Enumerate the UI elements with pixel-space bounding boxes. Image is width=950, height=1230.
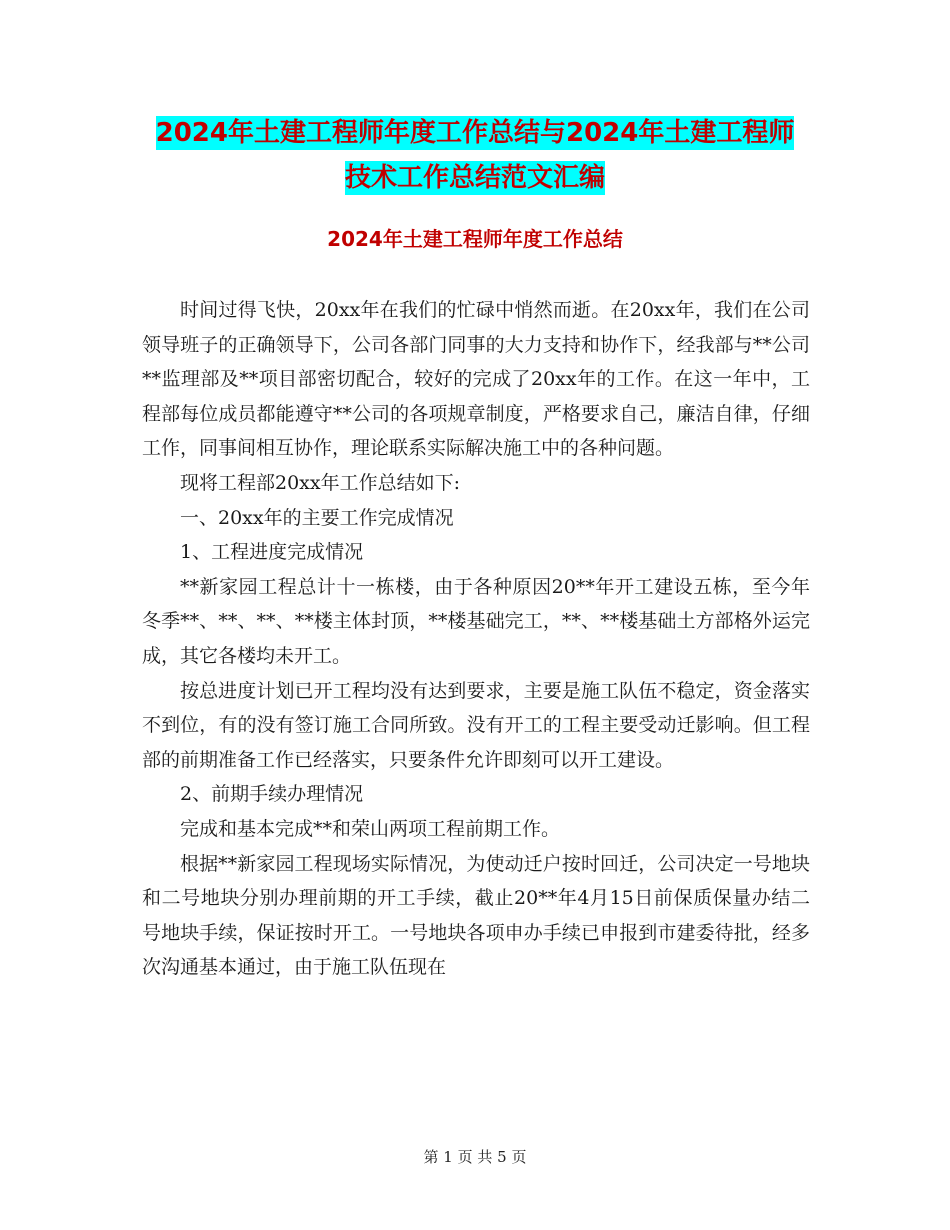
heading-progress: 1、工程进度完成情况 xyxy=(180,541,364,564)
paragraph-intro: 时间过得飞快，20xx年在我们的忙碌中悄然而逝。在20xx年，我们在公司领导班子的正确领导下，公司各部门同事的大力支持和协作下，经我部与**公司**监理部及**项目部密切配合，较好的完成了20xx年的工作。在这一年中，工程部每位成员都能遵守**公司的各项规章制度，严格要求自己，廉洁自律，仔细工作，同事间相互协作，理论联系实际解决施工中的各种问题。 xyxy=(142,299,810,460)
section-title: 2024年土建工程师年度工作总结 xyxy=(327,227,623,251)
paragraph-procedures-detail: 根据**新家园工程现场实际情况，为使动迁户按时回迁，公司决定一号地块和二号地块分别办理前期的开工手续，截止20**年4月15日前保质保量办结二号地块手续，保证按时开工。一号地块各项申办手续已申报到市建委待批，经多次沟通基本通过，由于施工队伍现在 xyxy=(142,852,810,979)
paragraph-procedures-summary: 完成和基本完成**和荣山两项工程前期工作。 xyxy=(180,817,561,840)
page-footer: 第 1 页 共 5 页 xyxy=(423,1148,527,1166)
heading-main-work: 一、20xx年的主要工作完成情况 xyxy=(180,506,454,529)
document-title-text-1: 2024年土建工程师年度工作总结与2024年土建工程师 xyxy=(155,118,795,148)
heading-procedures: 2、前期手续办理情况 xyxy=(180,783,364,806)
document-title-line-2 xyxy=(0,157,950,194)
document-title-line-1 xyxy=(0,112,950,149)
paragraph-progress-detail: **新家园工程总计十一栋楼，由于各种原因20**年开工建设五栋，至今年冬季**、**、**、**楼主体封顶，**楼基础完工，**、**楼基础土方部格外运完成，其它各楼均未开工。 xyxy=(142,575,810,667)
document-title-text-2: 技术工作总结范文汇编 xyxy=(344,163,605,193)
document-body xyxy=(142,293,810,985)
paragraph-summary-lead: 现将工程部20xx年工作总结如下: xyxy=(180,471,461,494)
paragraph-progress-analysis: 按总进度计划已开工程均没有达到要求，主要是施工队伍不稳定，资金落实不到位，有的没有签订施工合同所致。没有开工的工程主要受动迁影响。但工程部的前期准备工作已经落实，只要条件允许即刻可以开工建设。 xyxy=(142,679,810,771)
